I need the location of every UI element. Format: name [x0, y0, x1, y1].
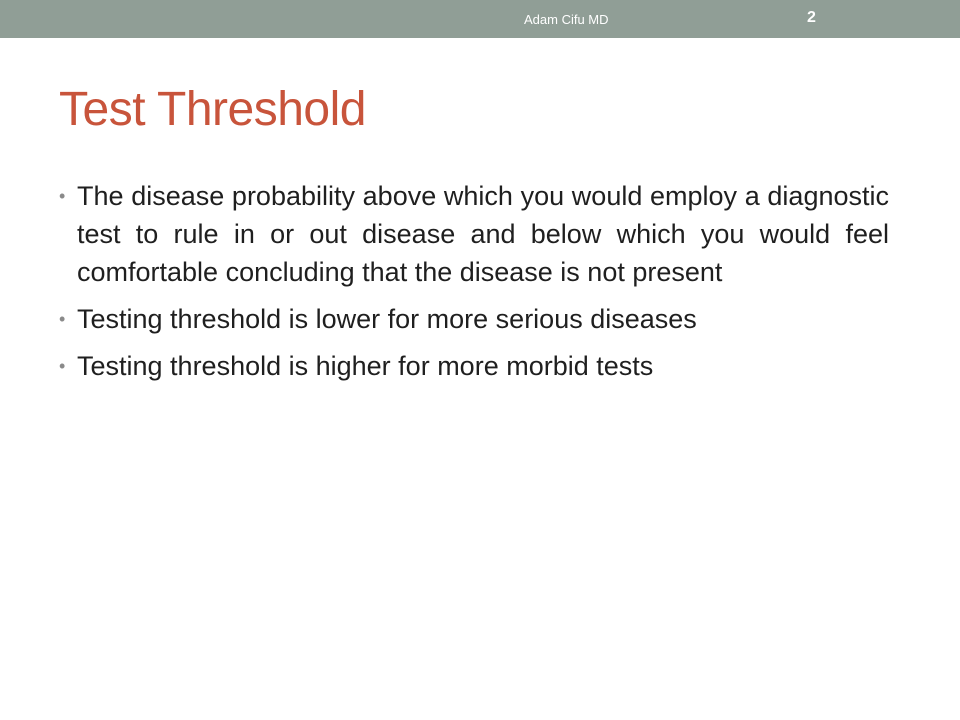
author-footer: Adam Cifu MD	[524, 12, 609, 27]
bullet-text: The disease probability above which you would employ a diagnostic test to rule in or out disease and below which you would feel comfortable concluding that the disease is not present	[77, 181, 889, 287]
bullet-dot-icon: •	[59, 356, 66, 376]
slide-title: Test Threshold	[59, 83, 366, 136]
bullet-item	[59, 300, 889, 338]
bullet-text: Testing threshold is higher for more morbid tests	[77, 351, 654, 381]
slide-number: 2	[807, 9, 816, 26]
bullet-item	[59, 177, 889, 291]
bullet-list	[59, 177, 889, 394]
bullet-dot-icon: •	[59, 309, 66, 329]
bullet-text: Testing threshold is lower for more serious diseases	[77, 304, 697, 334]
bullet-item	[59, 347, 889, 385]
header-bar	[0, 0, 960, 38]
bullet-dot-icon: •	[59, 186, 66, 206]
